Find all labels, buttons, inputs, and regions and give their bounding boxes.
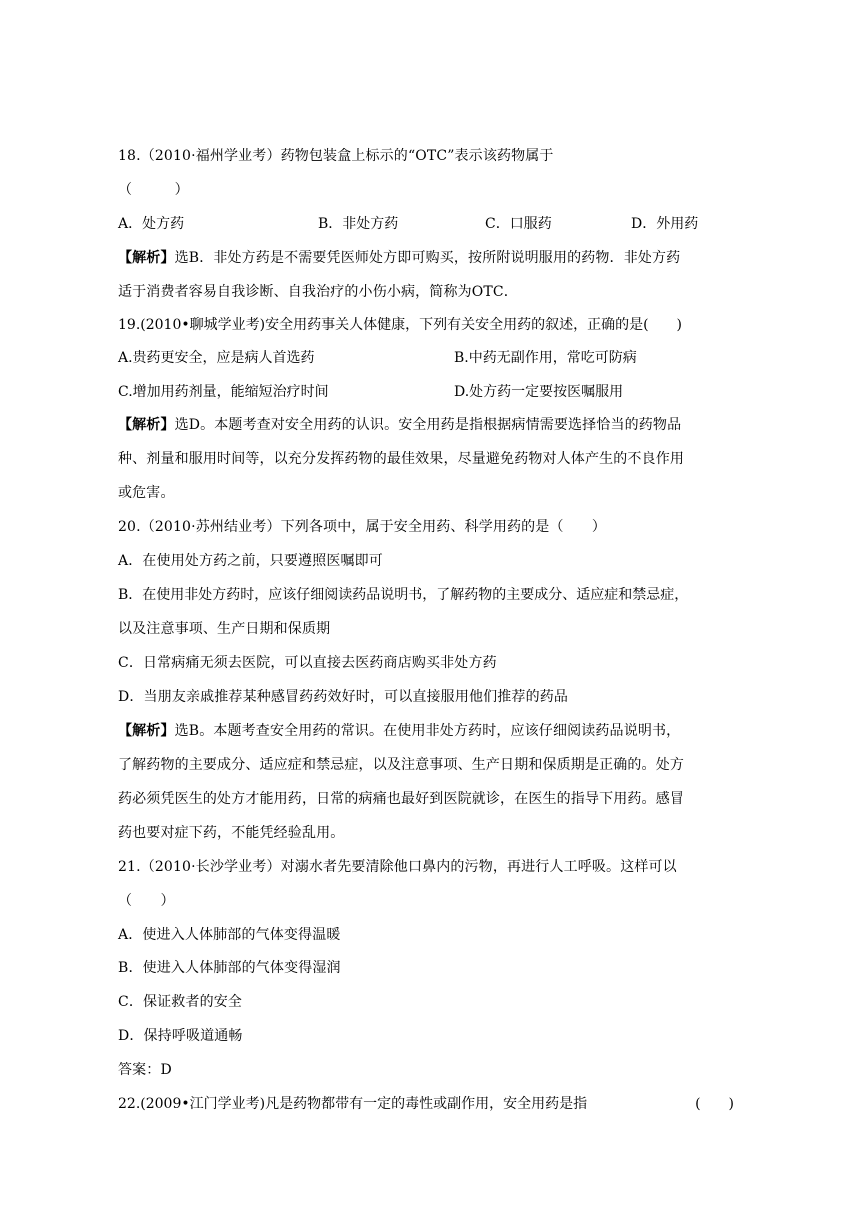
q21-option-b: B．使进入人体肺部的气体变得湿润	[118, 960, 341, 976]
q21-option-d: D．保持呼吸道通畅	[118, 1028, 243, 1044]
q20-option-d: D．当朋友亲戚推荐某种感冒药药效好时，可以直接服用他们推荐的药品	[118, 689, 569, 705]
q18-option-b: B．非处方药	[318, 216, 399, 232]
q20-option-c: C．日常病痛无须去医院，可以直接去医药商店购买非处方药	[118, 655, 497, 671]
q19-analysis-line-3: 或危害。	[118, 485, 175, 501]
q19-analysis-line-1: 【解析】选D。本题考查对安全用药的认识。安全用药是指根据病情需要选择恰当的药物品	[118, 417, 682, 433]
q19-analysis-line-2: 种、剂量和服用时间等，以充分发挥药物的最佳效果，尽量避免药物对人体产生的不良作用	[118, 451, 684, 467]
q22-stem: 22.(2009•江门学业考)凡是药物都带有一定的毒性或副作用，安全用药是指	[118, 1096, 588, 1112]
q19-option-d: D.处方药一定要按医嘱服用	[454, 384, 624, 400]
q19-stem: 19.(2010•聊城学业考)安全用药事关人体健康，下列有关安全用药的叙述，正确的是( )	[118, 317, 682, 333]
q20-option-b-line-1: B．在使用非处方药时，应该仔细阅读药品说明书，了解药物的主要成分、适应症和禁忌症，	[118, 587, 689, 603]
analysis-tag: 【解析】	[118, 250, 175, 266]
q20-analysis-line-1: 【解析】选B。本题考查安全用药的常识。在使用非处方药时，应该仔细阅读药品说明书，	[118, 723, 681, 739]
analysis-tag: 【解析】	[118, 417, 175, 433]
q20-analysis-line-2: 了解药物的主要成分、适应症和禁忌症，以及注意事项、生产日期和保质期是正确的。处方	[118, 757, 684, 773]
q21-option-c: C．保证救者的安全	[118, 994, 243, 1010]
q21-option-a: A．使进入人体肺部的气体变得温暖	[118, 927, 341, 943]
q19-options-row-2	[118, 382, 734, 402]
q19-options-row-1	[118, 348, 734, 368]
document-page	[118, 0, 734, 1216]
q21-answer-paren: （ ）	[118, 893, 175, 909]
q20-option-b-line-2: 以及注意事项、生产日期和保质期	[118, 621, 331, 637]
analysis-tag: 【解析】	[118, 723, 175, 739]
q18-stem: 18.（2010·福州学业考）药物包装盒上标示的“OTC”表示该药物属于	[118, 148, 554, 164]
q18-option-a: A．处方药	[118, 216, 185, 232]
q19-option-a: A.贵药更安全，应是病人首选药	[118, 350, 315, 366]
q18-answer-paren: （ ）	[118, 182, 189, 198]
q20-analysis-line-3: 药必须凭医生的处方才能用药，日常的病痛也最好到医院就诊，在医生的指导下用药。感冒	[118, 791, 684, 807]
q19-option-b: B.中药无副作用，常吃可防病	[454, 350, 637, 366]
q18-analysis-line-2: 适于消费者容易自我诊断、自我治疗的小伤小病，简称为OTC．	[118, 284, 518, 300]
q21-answer: 答案：D	[118, 1062, 172, 1078]
q18-option-c: C．口服药	[485, 216, 552, 232]
q20-option-a: A．在使用处方药之前，只要遵照医嘱即可	[118, 553, 383, 569]
q21-stem: 21.（2010·长沙学业考）对溺水者先要清除他口鼻内的污物，再进行人工呼吸。这样可以	[118, 859, 677, 875]
q18-option-d: D．外用药	[631, 216, 699, 232]
q19-option-c: C.增加用药剂量，能缩短治疗时间	[118, 384, 329, 400]
q18-options	[118, 214, 734, 234]
q18-analysis-line-1: 【解析】选B．非处方药是不需要凭医师处方即可购买，按所附说明服用的药物．非处方药	[118, 250, 681, 266]
q20-stem: 20.（2010·苏州结业考）下列各项中，属于安全用药、科学用药的是（ ）	[118, 519, 607, 535]
q20-analysis-line-4: 药也要对症下药，不能凭经验乱用。	[118, 825, 345, 841]
q22-answer-paren: ( )	[695, 1096, 734, 1112]
